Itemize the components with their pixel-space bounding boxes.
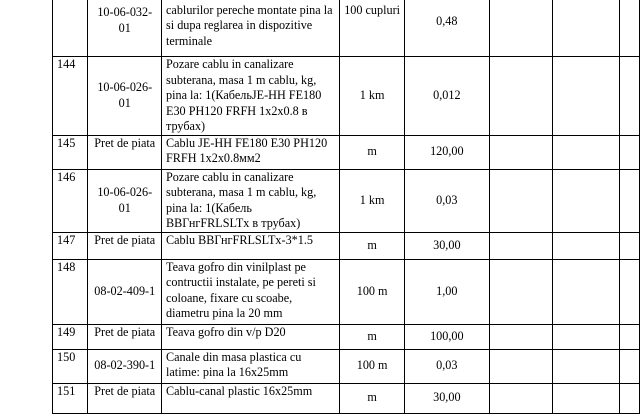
empty-cell <box>553 0 619 57</box>
table-row <box>53 383 640 413</box>
norm-code: 08-02-409-1 <box>88 259 162 324</box>
norm-code: Pret de piata <box>88 232 162 259</box>
table-row <box>53 232 640 259</box>
quantity: 1,00 <box>405 259 489 324</box>
empty-cell <box>619 324 639 349</box>
norm-code: 08-02-390-1 <box>88 349 162 383</box>
work-description: Cablu ВВГнгFRLSLTx-3*1.5 <box>162 232 340 259</box>
table-row <box>53 135 640 169</box>
empty-cell <box>553 135 619 169</box>
estimate-table <box>52 0 640 414</box>
norm-code: Pret de piata <box>88 383 162 413</box>
empty-cell <box>553 324 619 349</box>
work-description: Teava gofro din v/p D20 <box>162 324 340 349</box>
empty-cell <box>619 169 639 232</box>
empty-cell <box>619 135 639 169</box>
empty-cell <box>553 259 619 324</box>
empty-cell <box>489 259 553 324</box>
table-row <box>53 259 640 324</box>
unit-of-measure: 100 m <box>340 349 405 383</box>
empty-cell <box>489 0 553 57</box>
empty-cell <box>553 169 619 232</box>
row-number: 150 <box>53 349 88 383</box>
unit-of-measure: 100 cupluri <box>340 0 405 57</box>
work-description: Pozare cablu in canalizare subterana, masa 1 m cablu, kg, pina la: 1(Кабель ВВГнгFRLSLTx в трубах) <box>162 169 340 232</box>
empty-cell <box>553 232 619 259</box>
row-number: 149 <box>53 324 88 349</box>
quantity: 0,48 <box>405 0 489 57</box>
norm-code: Pret de piata <box>88 135 162 169</box>
norm-code: 10-06-026-01 <box>88 169 162 232</box>
row-number: 144 <box>53 57 88 136</box>
empty-cell <box>489 349 553 383</box>
table-row <box>53 349 640 383</box>
empty-cell <box>489 57 553 136</box>
norm-code: Pret de piata <box>88 324 162 349</box>
work-description: Teava gofro din vinilplast pe contructii instalate, pe pereti si coloane, fixare cu scoabe, diametru pina la 20 mm <box>162 259 340 324</box>
row-number <box>53 0 88 57</box>
unit-of-measure: 1 km <box>340 169 405 232</box>
norm-code: 10-06-032-01 <box>88 0 162 57</box>
empty-cell <box>619 349 639 383</box>
quantity: 0,03 <box>405 349 489 383</box>
table-row <box>53 169 640 232</box>
norm-code: 10-06-026-01 <box>88 57 162 136</box>
empty-cell <box>619 0 639 57</box>
empty-cell <box>489 135 553 169</box>
row-number: 147 <box>53 232 88 259</box>
unit-of-measure: 1 km <box>340 57 405 136</box>
quantity: 120,00 <box>405 135 489 169</box>
work-description: Cablu-canal plastic 16x25mm <box>162 383 340 413</box>
empty-cell <box>619 232 639 259</box>
work-description: cablurilor pereche montate pina la si dupa reglarea in dispozitive terminale <box>162 0 340 57</box>
empty-cell <box>553 383 619 413</box>
empty-cell <box>489 324 553 349</box>
unit-of-measure: m <box>340 135 405 169</box>
empty-cell <box>619 259 639 324</box>
table-row <box>53 324 640 349</box>
empty-cell <box>489 169 553 232</box>
unit-of-measure: m <box>340 383 405 413</box>
unit-of-measure: m <box>340 324 405 349</box>
unit-of-measure: m <box>340 232 405 259</box>
empty-cell <box>619 57 639 136</box>
row-number: 145 <box>53 135 88 169</box>
empty-cell <box>553 57 619 136</box>
quantity: 0,012 <box>405 57 489 136</box>
work-description: Canale din masa plastica cu latime: pina la 16x25mm <box>162 349 340 383</box>
row-number: 146 <box>53 169 88 232</box>
empty-cell <box>489 232 553 259</box>
quantity: 30,00 <box>405 383 489 413</box>
work-description: Pozare cablu in canalizare subterana, masa 1 m cablu, kg, pina la: 1(КабельJE-HH FE180 E30 PH120 FRFH 1x2x0.8 в трубах) <box>162 57 340 136</box>
quantity: 0,03 <box>405 169 489 232</box>
table-row <box>53 0 640 57</box>
quantity: 30,00 <box>405 232 489 259</box>
empty-cell <box>489 383 553 413</box>
table-row <box>53 57 640 136</box>
quantity: 100,00 <box>405 324 489 349</box>
row-number: 151 <box>53 383 88 413</box>
row-number: 148 <box>53 259 88 324</box>
work-description: Cablu JE-HH FE180 E30 PH120 FRFH 1x2x0.8мм2 <box>162 135 340 169</box>
unit-of-measure: 100 m <box>340 259 405 324</box>
empty-cell <box>619 383 639 413</box>
empty-cell <box>553 349 619 383</box>
